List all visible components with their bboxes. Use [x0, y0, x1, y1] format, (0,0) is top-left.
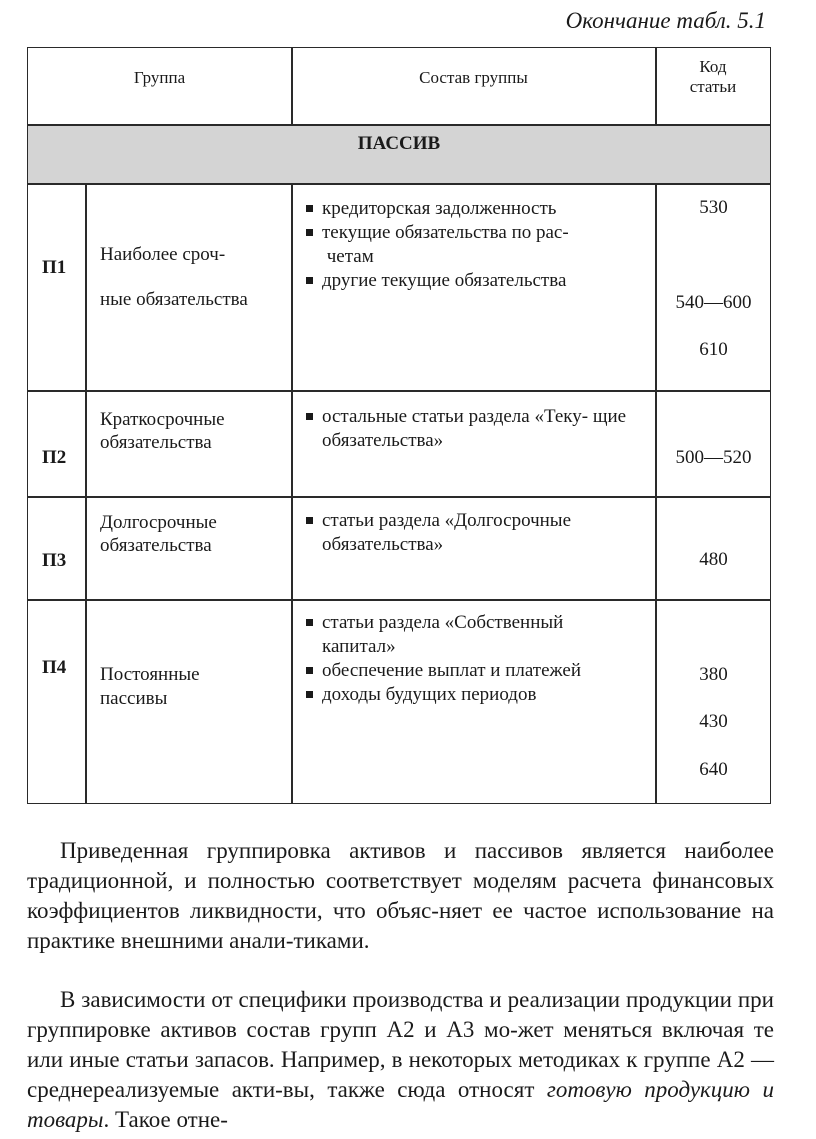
header-group: Группа — [133, 68, 186, 87]
group-id: П4 — [42, 657, 67, 678]
group-name-line: обязательства — [100, 432, 212, 453]
group-items — [304, 611, 649, 707]
group-id: П2 — [42, 447, 67, 468]
table-caption: Окончание табл. 5.1 — [565, 8, 766, 33]
list-item: доходы будущих периодов — [304, 683, 649, 707]
group-name-line: Постоянные — [100, 664, 200, 685]
group-items — [304, 197, 649, 293]
list-item: текущие обязательства по рас- четам — [304, 221, 649, 269]
list-item: статьи раздела «Долгосрочные обязательства» — [304, 509, 649, 557]
group-items — [304, 405, 649, 453]
paragraph-2-tail: . Такое отне- — [103, 1107, 228, 1132]
code-value: 640 — [699, 759, 728, 780]
code-value: 380 — [699, 664, 728, 685]
code-value: 430 — [699, 711, 728, 732]
list-item: кредиторская задолженность — [304, 197, 649, 221]
code-value: 610 — [699, 339, 728, 360]
paragraph-2-italic: готовую продукцию и товары — [27, 1077, 774, 1132]
code-value: 540—600 — [675, 292, 752, 313]
paragraph-1: Приведенная группировка активов и пассивов является наиболее традиционной, и полностью соответствует моделям расчета финансовых коэффициентов ликвидности, что объяс-няет ее частое использование на практике внешними анали-тиками. — [27, 838, 774, 953]
list-item: другие текущие обязательства — [304, 269, 649, 293]
group-name-line: Наиболее сроч- — [100, 244, 226, 265]
paragraph-2 — [27, 985, 774, 1135]
group-id: П3 — [42, 550, 67, 571]
group-items — [304, 509, 649, 557]
paragraph-2-text: В зависимости от специфики производства и реализации продукции при группировке активов состав групп А2 и А3 мо-жет меняться включая те или иные статьи запасов. Например, в некоторых методиках к группе А2 — среднереализуемые акти-вы, также сюда относят — [27, 987, 774, 1102]
header-code: Код статьи — [689, 57, 737, 96]
group-name-line: Долгосрочные — [100, 512, 217, 533]
group-name-line: пассивы — [100, 688, 168, 709]
list-item: остальные статьи раздела «Теку- щие обязательства» — [304, 405, 649, 453]
group-name-line: Краткосрочные — [100, 409, 225, 430]
list-item: статьи раздела «Собственный капитал» — [304, 611, 649, 659]
code-value: 530 — [699, 197, 728, 218]
group-id: П1 — [42, 257, 67, 278]
section-title: ПАССИВ — [357, 133, 441, 154]
group-name-line: ные обязательства — [100, 289, 248, 310]
code-value: 500—520 — [675, 447, 752, 468]
header-composition: Состав группы — [419, 68, 528, 87]
code-value: 480 — [699, 549, 728, 570]
liabilities-table — [27, 47, 771, 804]
list-item: обеспечение выплат и платежей — [304, 659, 649, 683]
group-name-line: обязательства — [100, 535, 212, 556]
